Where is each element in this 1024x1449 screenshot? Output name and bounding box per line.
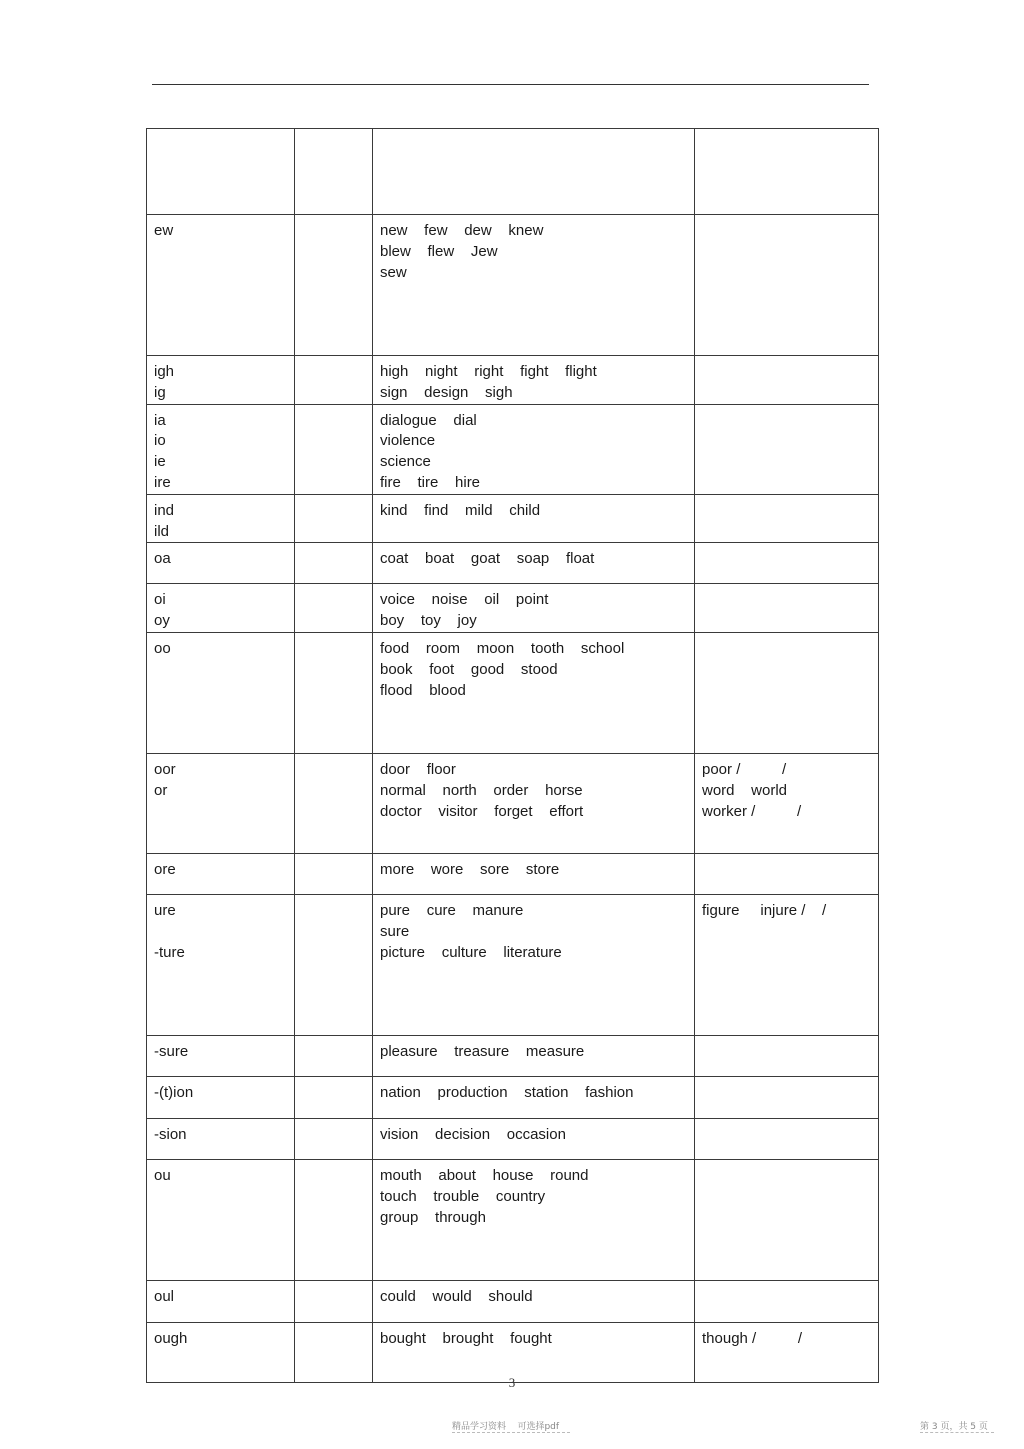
notes-cell — [695, 215, 879, 356]
examples-cell-line: touch trouble country — [380, 1187, 546, 1205]
page-number: 3 — [508, 1375, 516, 1390]
examples-cell-line: blew flew Jew — [380, 242, 498, 260]
letters-cell — [147, 1159, 295, 1280]
letters-cell — [147, 632, 295, 753]
letters-cell-line: ie — [154, 453, 166, 471]
letters-cell-line: -ture — [154, 943, 185, 961]
examples-cell-line: coat boat goat soap float — [380, 550, 595, 568]
letters-cell — [147, 215, 295, 356]
notes-cell — [695, 129, 879, 215]
letters-cell-line: ind — [154, 501, 175, 519]
notes-cell — [695, 1076, 879, 1118]
examples-cell-line: picture culture literature — [380, 943, 562, 961]
table-row — [147, 1118, 879, 1159]
examples-cell — [373, 129, 695, 215]
notes-cell — [695, 894, 879, 1035]
examples-cell-line: doctor visitor forget effort — [380, 802, 584, 820]
examples-cell-line: sew — [380, 263, 407, 281]
letters-cell-line: ou — [154, 1166, 171, 1184]
phonetic-cell — [295, 356, 373, 405]
phonetic-cell — [295, 1035, 373, 1076]
notes-cell — [695, 1280, 879, 1322]
letters-cell-line: or — [154, 781, 168, 799]
letters-cell-line: oy — [154, 612, 170, 630]
examples-cell — [373, 853, 695, 894]
examples-cell-line: dialogue dial — [380, 411, 477, 429]
letters-cell — [147, 753, 295, 853]
examples-cell-line: kind find mild child — [380, 501, 541, 519]
footer-source-note: 精品学习资料 可选择pdf — [452, 1422, 560, 1432]
notes-cell — [695, 1159, 879, 1280]
table-row — [147, 894, 879, 1035]
examples-cell — [373, 1035, 695, 1076]
examples-cell-line: new few dew knew — [380, 222, 544, 239]
letters-cell — [147, 1118, 295, 1159]
table-row — [147, 584, 879, 633]
examples-cell-line: sign design sigh — [380, 383, 513, 401]
examples-cell-line: food room moon tooth school — [380, 639, 625, 657]
table-row — [147, 404, 879, 494]
examples-cell-line: group through — [380, 1208, 486, 1226]
letters-cell — [147, 1076, 295, 1118]
examples-cell — [373, 1076, 695, 1118]
notes-cell — [695, 853, 879, 894]
phonetic-cell — [295, 853, 373, 894]
phonics-table-body — [147, 129, 879, 1383]
examples-cell — [373, 753, 695, 853]
notes-cell — [695, 1322, 879, 1382]
letters-cell — [147, 494, 295, 543]
examples-cell — [373, 1322, 695, 1382]
phonetic-cell — [295, 1280, 373, 1322]
table-row — [147, 215, 879, 356]
table-row — [147, 1076, 879, 1118]
notes-cell-line: worker / / — [702, 802, 802, 820]
examples-cell — [373, 1280, 695, 1322]
letters-cell-line: ough — [154, 1329, 188, 1347]
examples-cell — [373, 1159, 695, 1280]
examples-cell — [373, 543, 695, 584]
notes-cell — [695, 543, 879, 584]
examples-cell-line: voice noise oil point — [380, 591, 549, 609]
examples-cell-line: science — [380, 453, 431, 471]
letters-cell-line: ig — [154, 383, 166, 401]
examples-cell-line: flood blood — [380, 681, 466, 699]
table-row — [147, 129, 879, 215]
examples-cell-line: mouth about house round — [380, 1166, 589, 1184]
letters-cell — [147, 356, 295, 405]
phonetic-cell — [295, 584, 373, 633]
notes-cell — [695, 632, 879, 753]
letters-cell-line: ew — [154, 222, 174, 239]
notes-cell — [695, 1118, 879, 1159]
notes-cell-line: word world — [702, 781, 788, 799]
footer-dash-right — [920, 1432, 994, 1433]
phonetic-cell — [295, 894, 373, 1035]
examples-cell-line: door floor — [380, 760, 456, 778]
letters-cell — [147, 1322, 295, 1382]
letters-cell-line: oo — [154, 639, 171, 657]
notes-cell-line: though / / — [702, 1329, 803, 1347]
letters-cell-line: ore — [154, 860, 176, 878]
letters-cell-line: ire — [154, 473, 171, 491]
letters-cell-line: io — [154, 432, 166, 450]
letters-cell-line: oi — [154, 591, 166, 609]
examples-cell-line: violence — [380, 432, 436, 450]
phonetic-cell — [295, 1076, 373, 1118]
phonetic-cell — [295, 1322, 373, 1382]
examples-cell — [373, 894, 695, 1035]
table-row — [147, 1322, 879, 1382]
phonetic-cell — [295, 632, 373, 753]
examples-cell-line: more wore sore store — [380, 860, 560, 878]
examples-cell — [373, 1118, 695, 1159]
examples-cell-line: nation production station fashion — [380, 1083, 634, 1101]
table-row — [147, 1159, 879, 1280]
footer-page-count: 第 3 页，共 5 页 — [920, 1422, 988, 1432]
examples-cell-line: vision decision occasion — [380, 1125, 566, 1143]
phonetic-cell — [295, 1118, 373, 1159]
letters-cell-line: ild — [154, 522, 170, 540]
examples-cell-line: pure cure manure — [380, 901, 524, 919]
examples-cell-line: pleasure treasure measure — [380, 1042, 585, 1060]
notes-cell-line: figure injure / / — [702, 901, 827, 919]
letters-cell — [147, 584, 295, 633]
phonetic-cell — [295, 129, 373, 215]
letters-cell-line: oul — [154, 1287, 175, 1305]
letters-cell — [147, 404, 295, 494]
letters-cell — [147, 543, 295, 584]
examples-cell — [373, 404, 695, 494]
letters-cell-line: igh — [154, 363, 175, 380]
letters-cell — [147, 894, 295, 1035]
letters-cell-line — [154, 922, 294, 943]
letters-cell-line: -sion — [154, 1125, 187, 1143]
notes-cell-line: poor / / — [702, 760, 787, 778]
examples-cell-line: fire tire hire — [380, 473, 481, 491]
header-rule — [152, 84, 869, 85]
table-row — [147, 853, 879, 894]
table-row — [147, 356, 879, 405]
examples-cell — [373, 632, 695, 753]
phonetic-cell — [295, 753, 373, 853]
examples-cell-line: bought brought fought — [380, 1329, 552, 1347]
table-row — [147, 494, 879, 543]
table-row — [147, 1280, 879, 1322]
notes-cell — [695, 584, 879, 633]
notes-cell — [695, 1035, 879, 1076]
notes-cell — [695, 494, 879, 543]
notes-cell — [695, 753, 879, 853]
examples-cell — [373, 215, 695, 356]
phonetic-cell — [295, 494, 373, 543]
table-row — [147, 632, 879, 753]
phonetic-cell — [295, 215, 373, 356]
letters-cell-line: oor — [154, 760, 176, 778]
examples-cell-line: high night right fight flight — [380, 363, 597, 380]
phonics-table — [146, 128, 879, 1383]
phonetic-cell — [295, 1159, 373, 1280]
notes-cell — [695, 404, 879, 494]
table-row — [147, 753, 879, 853]
examples-cell — [373, 584, 695, 633]
examples-cell-line: book foot good stood — [380, 660, 558, 678]
letters-cell-line: -(t)ion — [154, 1083, 194, 1101]
phonetic-cell — [295, 404, 373, 494]
examples-cell — [373, 494, 695, 543]
examples-cell-line: boy toy joy — [380, 612, 477, 630]
examples-cell — [373, 356, 695, 405]
letters-cell — [147, 853, 295, 894]
letters-cell-line: oa — [154, 550, 171, 568]
examples-cell-line: normal north order horse — [380, 781, 583, 799]
table-row — [147, 1035, 879, 1076]
table-viewport — [146, 128, 878, 1347]
table-row — [147, 543, 879, 584]
letters-cell-line: ure — [154, 901, 176, 919]
letters-cell-line: -sure — [154, 1042, 189, 1060]
notes-cell — [695, 356, 879, 405]
letters-cell — [147, 1035, 295, 1076]
phonetic-cell — [295, 543, 373, 584]
examples-cell-line: sure — [380, 922, 410, 940]
letters-cell-line: ia — [154, 411, 166, 429]
letters-cell — [147, 1280, 295, 1322]
examples-cell-line: could would should — [380, 1287, 533, 1305]
letters-cell — [147, 129, 295, 215]
footer-dash-left — [452, 1432, 570, 1433]
